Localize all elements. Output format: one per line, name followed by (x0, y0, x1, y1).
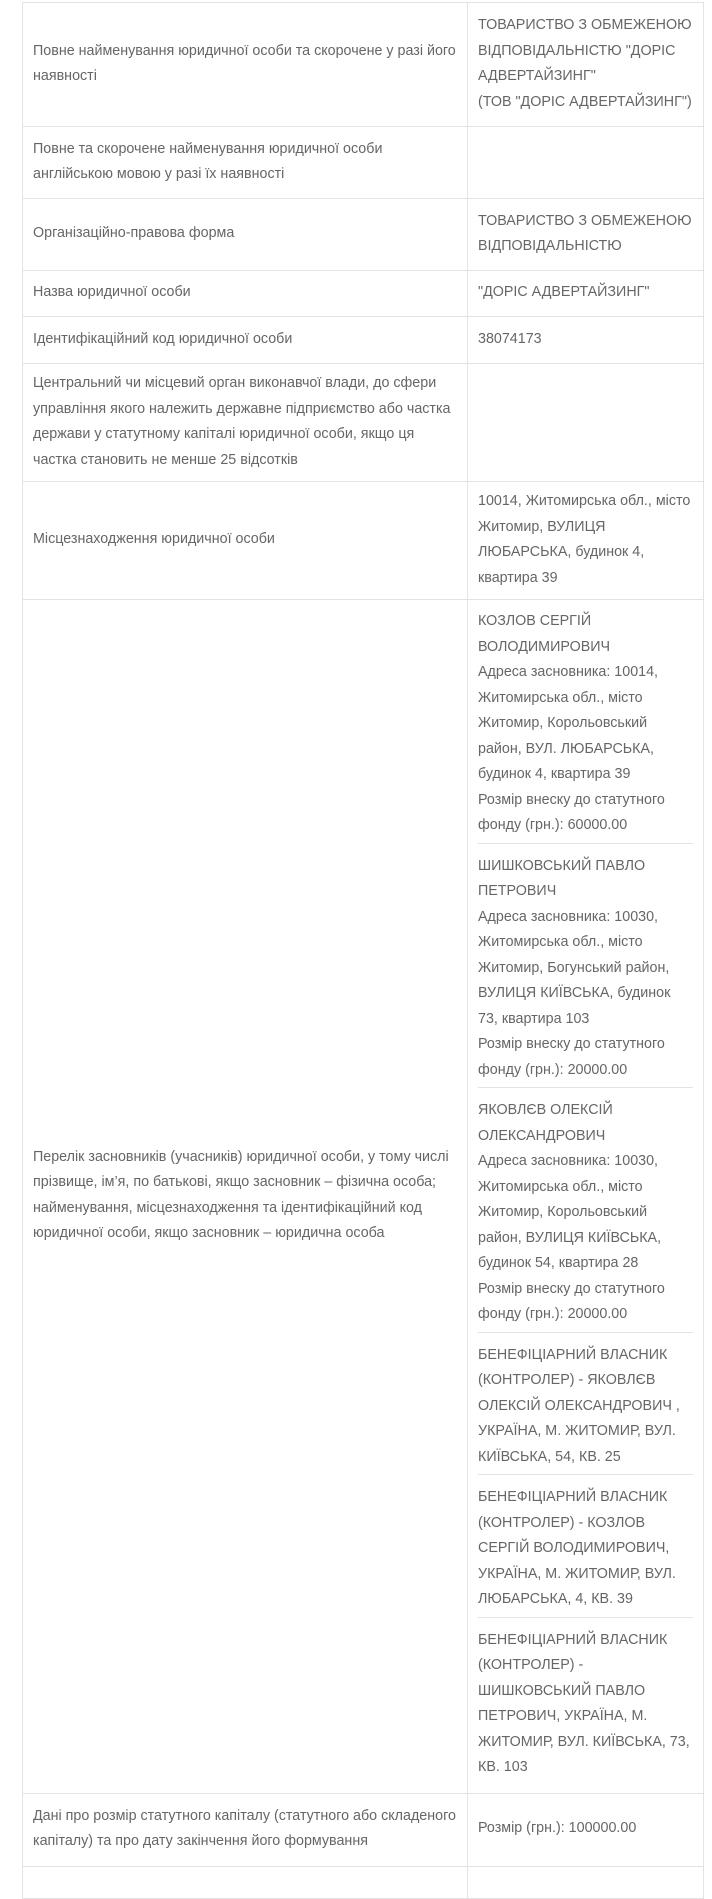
beneficiary-entry (478, 1483, 693, 1618)
founder-address: Адреса засновника: 10030, Житомирська обл., місто Житомир, Богунський район, ВУЛИЦЯ КИЇВСЬКА, будинок 73, квартира 103 (478, 908, 671, 1027)
founder-address: Адреса засновника: 10014, Житомирська обл., місто Житомир, Корольовський район, ВУЛ. ЛЮБАРСЬКА, будинок 4, квартира 39 (478, 664, 659, 782)
beneficiary-text: БЕНЕФІЦІАРНИЙ ВЛАСНИК (КОНТРОЛЕР) - ЯКОВЛЄВ ОЛЕКСІЙ ОЛЕКСАНДРОВИЧ , УКРАЇНА, М. ЖИТОМИР, ВУЛ. КИЇВСЬКА, 54, КВ. 25 (478, 1346, 680, 1465)
founder-name: ЯКОВЛЄВ ОЛЕКСІЙ ОЛЕКСАНДРОВИЧ (478, 1102, 613, 1144)
row-government-body (23, 364, 704, 482)
founder-contribution: Розмір внеску до статутного фонду (грн.): 60000.00 (478, 791, 665, 833)
founder-name: ШИШКОВСЬКИЙ ПАВЛО ПЕТРОВИЧ (478, 857, 646, 899)
founders-list (468, 600, 704, 1794)
founder-contribution: Розмір внеску до статутного фонду (грн.): 20000.00 (478, 1280, 665, 1322)
row-value-empty (468, 1866, 704, 1898)
row-label: Перелік засновників (учасників) юридичної особи, у тому числі прізвище, ім’я, по батькові, якщо засновник – фізична особа; найменування, місцезнаходження та ідентифікаційний код юридичної особи, якщо засновник – юридична особа (23, 600, 468, 1794)
row-legal-form (23, 199, 704, 271)
founder-name: КОЗЛОВ СЕРГІЙ ВОЛОДИМИРОВИЧ (478, 613, 611, 655)
registry-table (22, 2, 704, 1899)
row-value: 10014, Житомирська обл., місто Житомир, ВУЛИЦЯ ЛЮБАРСЬКА, будинок 4, квартира 39 (468, 482, 704, 600)
beneficiary-entry (478, 1626, 693, 1785)
row-next-partial (23, 1866, 704, 1898)
row-value: ТОВАРИСТВО З ОБМЕЖЕНОЮ ВІДПОВІДАЛЬНІСТЮ (468, 199, 704, 271)
row-english-name (23, 127, 704, 199)
row-value-empty (468, 127, 704, 199)
row-label: Назва юридичної особи (23, 271, 468, 317)
row-label: Організаційно-правова форма (23, 199, 468, 271)
row-label: Повне найменування юридичної особи та скорочене у разі його наявності (23, 3, 468, 127)
row-label: Ідентифікаційний код юридичної особи (23, 317, 468, 364)
row-label-empty (23, 1866, 468, 1898)
short-name-value: (ТОВ "ДОРІС АДВЕРТАЙЗИНГ") (478, 93, 692, 110)
row-entity-name (23, 271, 704, 317)
full-name-value: ТОВАРИСТВО З ОБМЕЖЕНОЮ ВІДПОВІДАЛЬНІСТЮ "ДОРІС АДВЕРТАЙЗИНГ" (478, 17, 692, 84)
row-value-empty (468, 364, 704, 482)
row-label: Повне та скорочене найменування юридичної особи англійською мовою у разі їх наявності (23, 127, 468, 199)
row-value: Розмір (грн.): 100000.00 (468, 1793, 704, 1866)
row-value (468, 3, 704, 127)
row-founders (23, 600, 704, 1794)
beneficiary-text: БЕНЕФІЦІАРНИЙ ВЛАСНИК (КОНТРОЛЕР) - КОЗЛОВ СЕРГІЙ ВОЛОДИМИРОВИЧ, УКРАЇНА, М. ЖИТОМИР, ВУЛ. ЛЮБАРСЬКА, 4, КВ. 39 (478, 1489, 676, 1607)
founder-contribution: Розмір внеску до статутного фонду (грн.): 20000.00 (478, 1036, 665, 1078)
beneficiary-entry (478, 1341, 693, 1476)
row-label: Місцезнаходження юридичної особи (23, 482, 468, 600)
row-value: 38074173 (468, 317, 704, 364)
founder-entry (478, 852, 693, 1089)
registry-extract (22, 2, 703, 1899)
row-label: Центральний чи місцевий орган виконавчої влади, до сфери управління якого належить державне підприємство або частка держави у статутному капіталі юридичної особи, якщо ця частка становить не менше 25 відсотків (23, 364, 468, 482)
founder-address: Адреса засновника: 10030, Житомирська обл., місто Житомир, Корольовський район, ВУЛИЦЯ КИЇВСЬКА, будинок 54, квартира 28 (478, 1153, 662, 1271)
row-full-name (23, 3, 704, 127)
row-value: "ДОРІС АДВЕРТАЙЗИНГ" (468, 271, 704, 317)
row-location (23, 482, 704, 600)
beneficiary-text: БЕНЕФІЦІАРНИЙ ВЛАСНИК (КОНТРОЛЕР) - ШИШКОВСЬКИЙ ПАВЛО ПЕТРОВИЧ, УКРАЇНА, М. ЖИТОМИР, ВУЛ. КИЇВСЬКА, 73, КВ. 103 (478, 1631, 690, 1775)
founder-entry (478, 1096, 693, 1333)
founder-entry (478, 607, 693, 844)
row-label: Дані про розмір статутного капіталу (статутного або складеного капіталу) та про дату закінчення його формування (23, 1793, 468, 1866)
row-id-code (23, 317, 704, 364)
row-capital (23, 1793, 704, 1866)
